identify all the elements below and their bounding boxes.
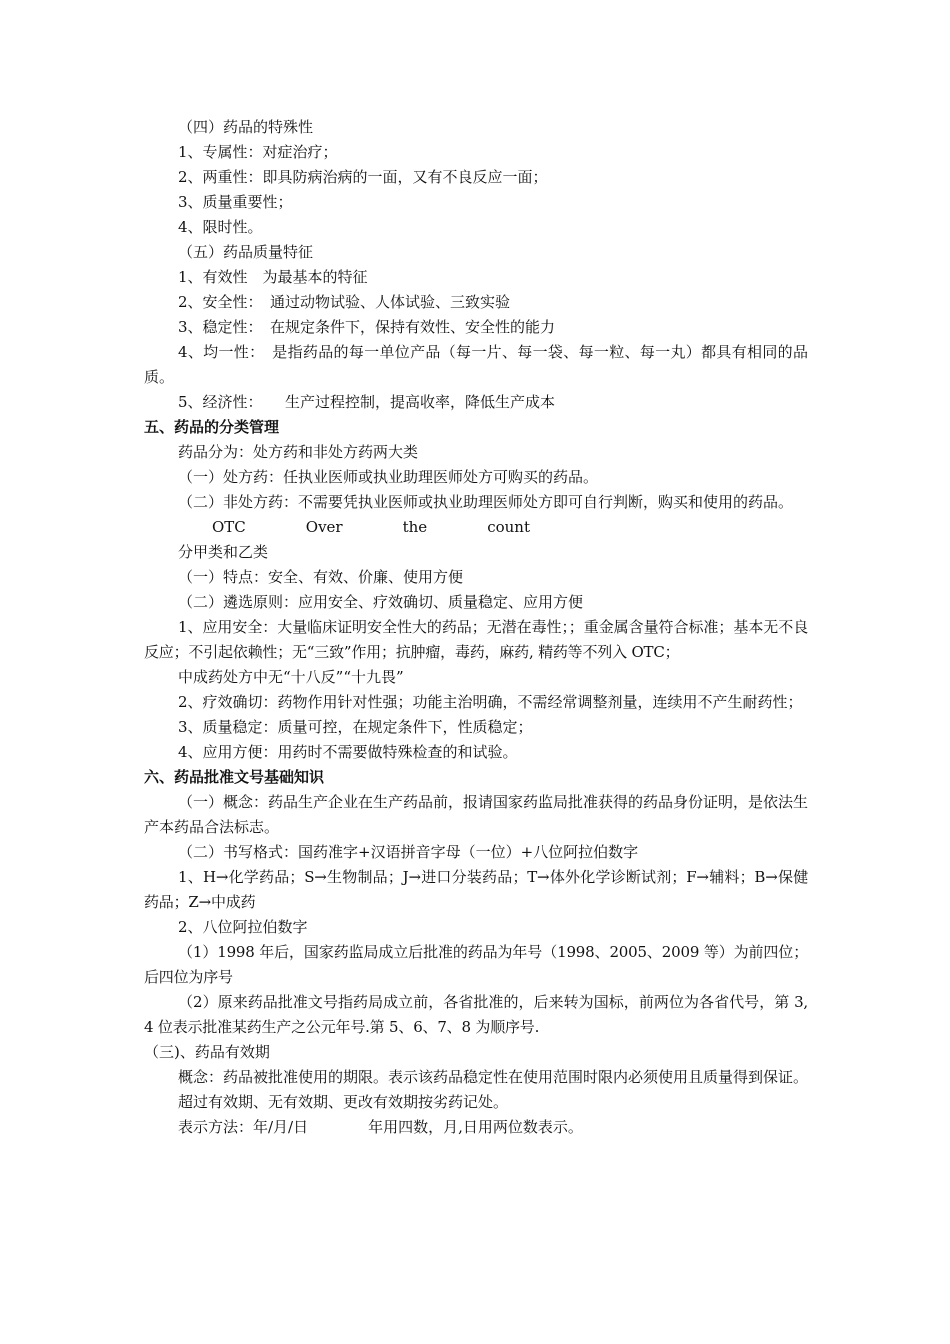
- paragraph: 1、H→化学药品；S→生物制品；J→进口分装药品；T→体外化学诊断试剂；F→辅料；B→保健药品；Z→中成药: [144, 868, 808, 911]
- paragraph: 2、八位阿拉伯数字: [178, 918, 308, 936]
- otc-word: Over: [305, 518, 343, 536]
- paragraph: 药品分为：处方药和非处方药两大类: [178, 443, 419, 461]
- chapter-heading-5: 五、药品的分类管理: [144, 418, 280, 436]
- paragraph: 表示方法：年/月/日 年用四数，月,日用两位数表示。: [178, 1118, 583, 1136]
- paragraph: 1、有效性 为最基本的特征: [178, 268, 368, 286]
- otc-line: [144, 515, 808, 540]
- paragraph: 1、应用安全：大量临床证明安全性大的药品；无潜在毒性；；重金属含量符合标准；基本无不良反应；不引起依赖性；无“三致”作用；抗肿瘤，毒药，麻药, 精药等不列入 OTC；: [144, 618, 808, 661]
- paragraph: 中成药处方中无“十八反”“十九畏”: [178, 668, 404, 686]
- paragraph: 5、经济性： 生产过程控制，提高收率，降低生产成本: [178, 393, 556, 411]
- paragraph: 2、安全性： 通过动物试验、人体试验、三致实验: [178, 293, 511, 311]
- paragraph: （2）原来药品批准文号指药局成立前，各省批准的，后来转为国标，前两位为各省代号，第 3, 4 位表示批准某药生产之公元年号.第 5、6、7、8 为顺序号.: [144, 993, 808, 1036]
- paragraph: 超过有效期、无有效期、更改有效期按劣药记处。: [178, 1093, 509, 1111]
- paragraph: 4、均一性： 是指药品的每一单位产品（每一片、每一袋、每一粒、每一丸）都具有相同的品质。: [144, 343, 808, 386]
- paragraph: （一）概念：药品生产企业在生产药品前，报请国家药监局批准获得的药品身份证明，是依法生产本药品合法标志。: [144, 793, 809, 836]
- paragraph: 2、两重性：即具防病治病的一面，又有不良反应一面；: [178, 168, 548, 186]
- paragraph: （1）1998 年后，国家药监局成立后批准的药品为年号（1998、2005、2009 等）为前四位；后四位为序号: [144, 943, 808, 986]
- section-heading-3: （三)、药品有效期: [144, 1043, 270, 1061]
- paragraph: 3、质量重要性；: [178, 193, 293, 211]
- paragraph: （一）特点：安全、有效、价廉、使用方便: [178, 568, 464, 586]
- paragraph: 3、稳定性： 在规定条件下，保持有效性、安全性的能力: [178, 318, 556, 336]
- paragraph: 分甲类和乙类: [178, 543, 269, 561]
- paragraph: 概念：药品被批准使用的期限。表示该药品稳定性在使用范围时限内必须使用且质量得到保证。: [178, 1068, 809, 1086]
- otc-word: OTC: [212, 518, 246, 536]
- section-heading-4: （四）药品的特殊性: [178, 118, 314, 136]
- paragraph: （一）处方药：任执业医师或执业助理医师处方可购买的药品。: [178, 468, 599, 486]
- paragraph: （二）非处方药：不需要凭执业医师或执业助理医师处方即可自行判断，购买和使用的药品。: [178, 493, 794, 511]
- paragraph: 2、疗效确切：药物作用针对性强；功能主治明确，不需经常调整剂量，连续用不产生耐药性；: [178, 693, 803, 711]
- paragraph: （二）遴选原则：应用安全、疗效确切、质量稳定、应用方便: [178, 593, 584, 611]
- document-page: [144, 115, 808, 1140]
- paragraph: 4、应用方便：用药时不需要做特殊检查的和试验。: [178, 743, 518, 761]
- paragraph: （二）书写格式：国药准字+汉语拼音字母（一位）+八位阿拉伯数字: [178, 843, 639, 861]
- otc-word: count: [487, 518, 530, 536]
- section-heading-5: （五）药品质量特征: [178, 243, 314, 261]
- otc-word: the: [402, 518, 428, 536]
- paragraph: 4、限时性。: [178, 218, 263, 236]
- paragraph: 1、专属性：对症治疗；: [178, 143, 338, 161]
- paragraph: 3、质量稳定：质量可控，在规定条件下，性质稳定；: [178, 718, 533, 736]
- chapter-heading-6: 六、药品批准文号基础知识: [144, 768, 325, 786]
